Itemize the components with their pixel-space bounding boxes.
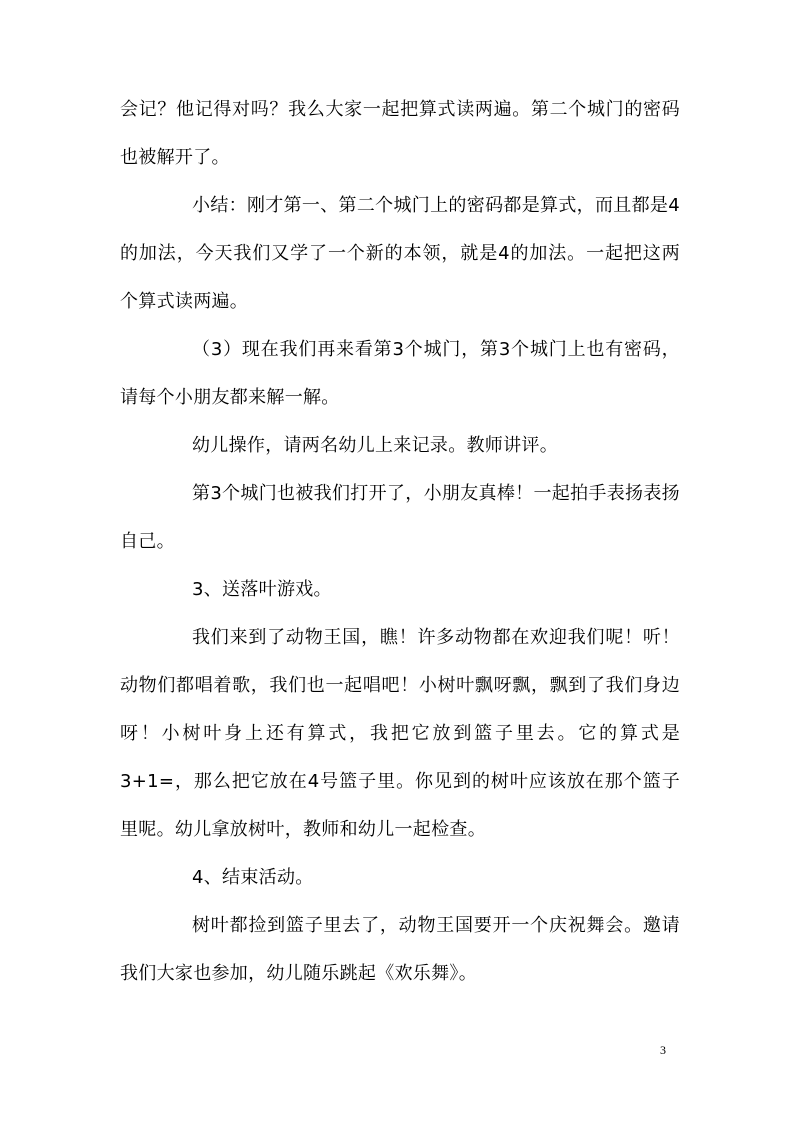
paragraph-dance: 树叶都捡到篮子里去了，动物王国要开一个庆祝舞会。邀请我们大家也参加，幼儿随乐跳起《欢乐舞》。 (120, 915, 680, 984)
section-heading-leaf-game: 3、送落叶游戏。 (192, 579, 332, 600)
paragraph-child-operation: 幼儿操作，请两名幼儿上来记录。教师讲评。 (192, 435, 558, 456)
paragraph-summary: 小结：刚才第一、第二个城门上的密码都是算式，而且都是4的加法，今天我们又学了一个新的本领，就是4的加法。一起把这两个算式读两遍。 (120, 195, 680, 312)
paragraph-praise: 第3个城门也被我们打开了，小朋友真棒！一起拍手表扬表扬自己。 (120, 483, 680, 552)
paragraph-animal-kingdom: 我们来到了动物王国，瞧！许多动物都在欢迎我们呢！听！动物们都唱着歌，我们也一起唱吧！小树叶飘呀飘，飘到了我们身边呀！小树叶身上还有算式，我把它放到篮子里去。它的算式是3+1=，那么把它放在4号篮子里。你见到的树叶应该放在那个篮子里呢。幼儿拿放树叶，教师和幼儿一起检查。 (120, 627, 680, 840)
page-number: 3 (660, 1043, 666, 1057)
section-heading-end-activity: 4、结束活动。 (192, 867, 314, 888)
paragraph-third-gate: （3）现在我们再来看第3个城门，第3个城门上也有密码，请每个小朋友都来解一解。 (120, 339, 680, 408)
paragraph-continuation: 会记？他记得对吗？我么大家一起把算式读两遍。第二个城门的密码也被解开了。 (120, 99, 680, 168)
